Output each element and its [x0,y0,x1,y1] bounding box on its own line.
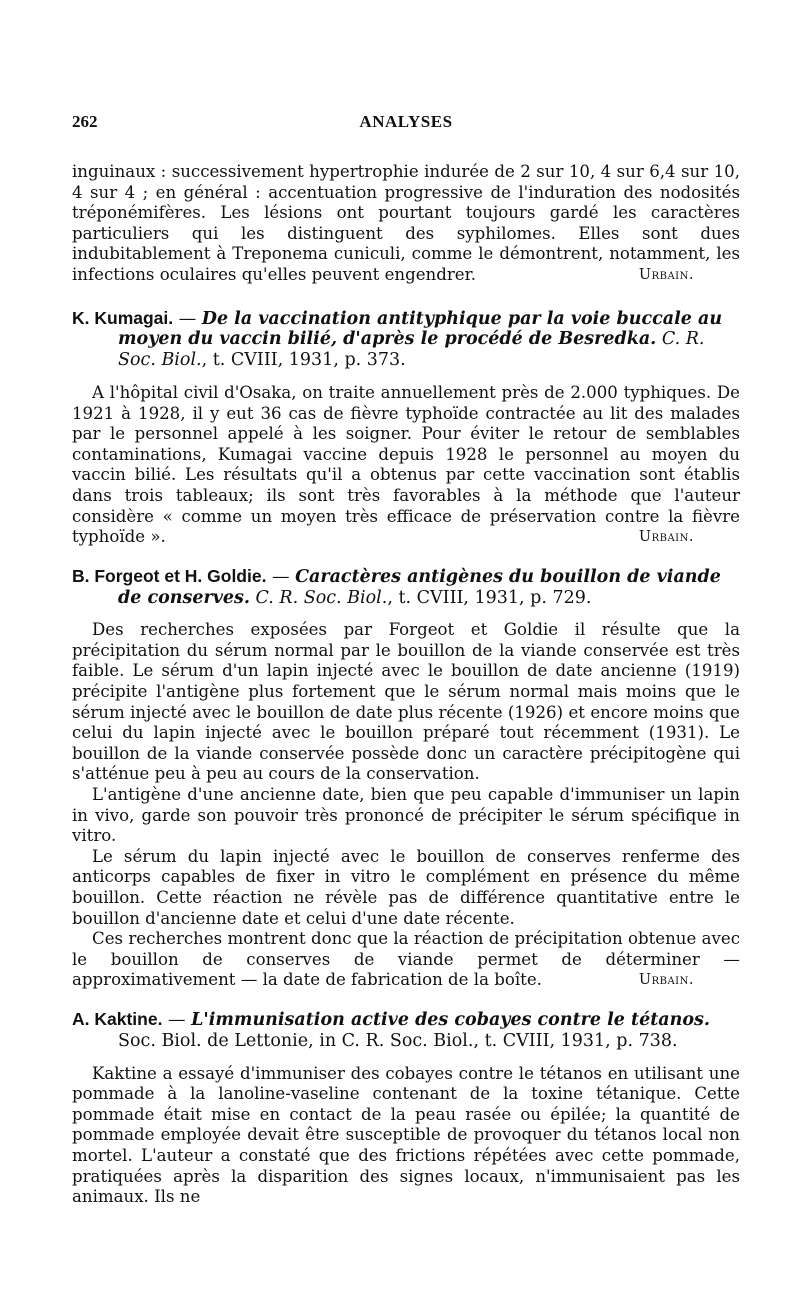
article-kumagai [72,308,740,548]
article-paragraph [72,383,740,548]
article-source-details: , t. CVIII, 1931, p. 373. [201,350,406,371]
article-reference [72,308,740,371]
article-dash: — [266,566,296,587]
article-source-journal: C. R. Soc. Biol. [249,587,388,608]
article-author: A. Kaktine. [72,1008,163,1029]
article-title: De la vaccination antityphique par la voie buccale au moyen du vaccin bilié, d'après le procédé de Besredka. [118,308,723,350]
article-source-journal: Soc. Biol. de Lettonie, in C. R. Soc. Biol. [118,1030,474,1051]
article-dash: — [162,1009,192,1030]
article-paragraph [72,929,740,991]
running-title: ANALYSES [359,112,453,131]
article-reference [72,566,740,609]
article-title: Caractères antigènes du bouillon de viande de conserves. [118,566,721,608]
signature: Urbain. [638,266,694,283]
running-header [72,112,740,144]
article-author: K. Kumagai. [72,307,174,328]
article-source-journal: C. R. Soc. Biol. [118,329,705,371]
page [72,112,740,1208]
article-paragraph: Kaktine a essayé d'immuniser des cobayes contre le tétanos en utilisant une pommade à la lanoline-vaseline contenant de la toxine tétanique. Cette pommade était mise en contact de la peau rasée ou épilée; la quantité de pommade employée devait être susceptible de provoquer du tétanos local non mortel. L'auteur a constaté que des frictions répétées avec cette pommade, pratiquées après la disparition des signes locaux, n'immunisaient pas les animaux. Ils ne [72,1063,740,1207]
article-paragraph: L'antigène d'une ancienne date, bien que peu capable d'immuniser un lapin in vivo, garde son pouvoir très prononcé de précipiter le sérum spécifique in vitro. [72,785,740,846]
signature: Urbain. [638,529,694,546]
article-dash: — [173,308,202,329]
intro-paragraph [72,162,740,286]
intro-text: inguinaux : successivement hypertrophie indurée de 2 sur 10, 4 sur 6,4 sur 10, 4 sur 4 ; en général : accentuation progressive de l'induration des nodosités tréponémifères. Les lésions ont pourtant toujours gardé les caractères particuliers qui les distinguent des syphilomes. Elles sont dues indubitablement à Treponema cuniculi, comme le démontrent, notamment, les infections oculaires qu'elles peuvent engendrer. [72,162,740,284]
article-paragraph: Des recherches exposées par Forgeot et Goldie il résulte que la précipitation du sérum normal par le bouillon de la viande conservée est très faible. Le sérum d'un lapin injecté avec le bouillon de date ancienne (1919) précipite l'antigène plus fortement que le sérum normal mais moins que le sérum injecté avec le bouillon de date plus récente (1926) et encore moins que celui du lapin injecté avec le bouillon préparé tout récemment (1931). Le bouillon de la viande conservée possède donc un caractère précipitogène qui s'atténue peu à peu au cours de la conservation. [72,620,740,784]
intro-section [72,162,740,286]
article-kaktine [72,1009,740,1208]
article-forgeot-goldie [72,566,740,991]
signature: Urbain. [638,972,694,989]
article-title: L'immunisation active des cobayes contre le tétanos. [191,1009,710,1030]
article-reference [72,1009,740,1052]
article-source-details: , t. CVIII, 1931, p. 729. [387,587,592,608]
article-source-details: , t. CVIII, 1931, p. 738. [473,1030,678,1051]
page-number: 262 [72,112,98,131]
article-paragraph-text: A l'hôpital civil d'Osaka, on traite annuellement près de 2.000 typhiques. De 1921 à 1928, il y eut 36 cas de fièvre typhoïde contractée au lit des malades par le personnel appelé à les soigner. Pour éviter le retour de semblables contaminations, Kumagai vaccine depuis 1928 le personnel au moyen du vaccin bilié. Les résultats qu'il a obtenus par cette vaccination sont établis dans trois tableaux; ils sont très favorables à la méthode que l'auteur considère « comme un moyen très efficace de préservation contre la fièvre typhoïde ». [72,382,740,547]
article-paragraph: Le sérum du lapin injecté avec le bouillon de conserves renferme des anticorps capables de fixer in vitro le complément en présence du même bouillon. Cette réaction ne révèle pas de différence quantitative entre le bouillon d'ancienne date et celui d'une date récente. [72,846,740,928]
article-author: B. Forgeot et H. Goldie. [72,565,267,586]
article-paragraph-text: Ces recherches montrent donc que la réaction de précipitation obtenue avec le bouillon de conserves de viande permet de déterminer — approximativement — la date de fabrication de la boîte. [72,929,740,990]
